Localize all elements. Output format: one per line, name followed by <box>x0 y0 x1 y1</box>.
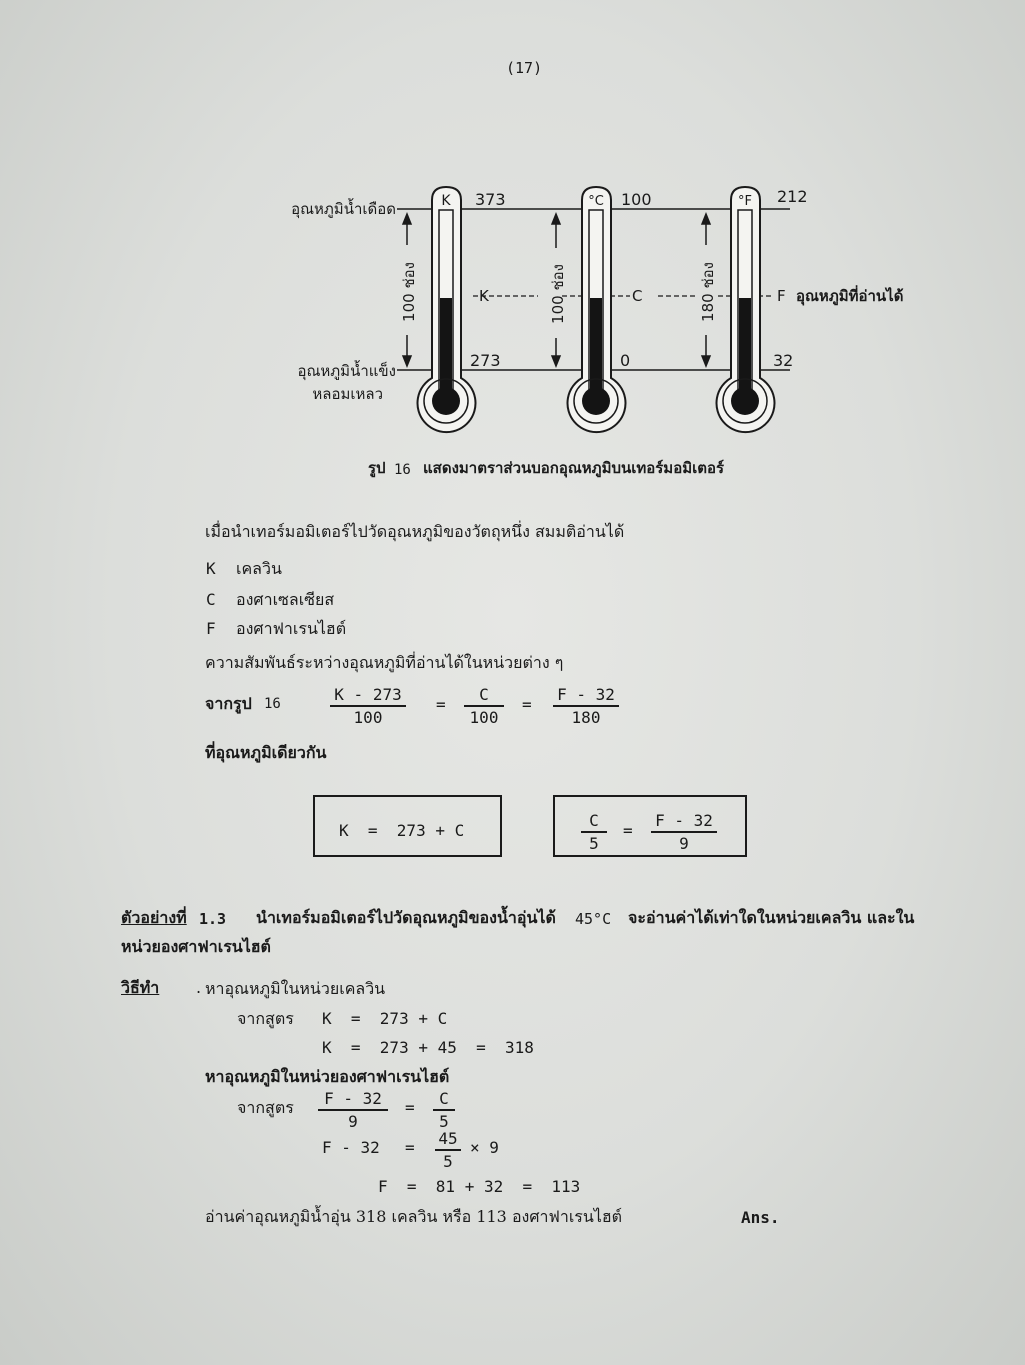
span-label-c: 100 ช่อง <box>549 264 567 324</box>
ratio-fraction-k <box>330 685 406 727</box>
example-label: ตัวอย่างที่ <box>121 908 187 927</box>
thermometer-celsius <box>568 187 626 432</box>
relation-text: ความสัมพันธ์ระหว่างอุณหภูมิที่อ่านได้ในหน่วยต่าง ๆ <box>205 653 564 672</box>
solution-step-2: หาอุณหภูมิในหน่วยองศาฟาเรนไฮต์ <box>205 1067 450 1086</box>
def-text-f: องศาฟาเรนไฮต์ <box>236 619 347 638</box>
kelvin-formula-step: K = 273 + C <box>322 1009 448 1028</box>
thermometer-fahrenheit <box>716 187 774 432</box>
step-fraction-c <box>433 1089 455 1131</box>
figure-caption-number: 16 <box>394 462 411 478</box>
freezing-label-1: อุณหภูมิน้ำแข็ง <box>297 362 396 380</box>
ratio-f-denominator: 180 <box>571 708 601 727</box>
unit-label-k: K <box>441 193 451 209</box>
def-text-c: องศาเซลเซียส <box>236 590 335 609</box>
box-c-denominator: 5 <box>589 834 599 853</box>
thermometer-figure <box>0 0 1025 440</box>
k-reading: K <box>479 287 489 305</box>
ratio-k-denominator: 100 <box>353 708 383 727</box>
example-text-3: หน่วยองศาฟาเรนไฮต์ <box>121 937 271 956</box>
answer-text: อ่านค่าอุณหภูมิน้ำอุ่น 318 เคลวิน หรือ 113 องศาฟาเรนไฮต์ <box>205 1207 623 1226</box>
f-reading: F <box>777 287 786 305</box>
ratio-fraction-f <box>553 685 619 727</box>
box-f-denominator: 9 <box>679 834 689 853</box>
kelvin-formula: K = 273 + C <box>339 821 465 840</box>
def-symbol-c: C <box>206 590 216 609</box>
figure-caption-text: แสดงมาตราส่วนบอกอุณหภูมิบนเทอร์มอมิเตอร์ <box>423 459 725 477</box>
f-bottom-value: 32 <box>773 351 794 370</box>
fahrenheit-result: F = 81 + 32 = 113 <box>378 1177 581 1196</box>
step-equals-2: = <box>405 1138 415 1157</box>
step-equals-1: = <box>405 1098 415 1117</box>
box-c-numerator: C <box>581 811 607 833</box>
box-f-numerator: F - 32 <box>651 811 717 833</box>
step-c-denominator: 5 <box>439 1112 449 1131</box>
step-c-numerator: C <box>433 1089 455 1111</box>
c-bottom-value: 0 <box>620 351 631 370</box>
ratio-c-denominator: 100 <box>469 708 499 727</box>
boiling-label: อุณหภูมิน้ำเดือด <box>291 200 396 218</box>
thermometer-kelvin <box>418 187 476 432</box>
solution-label: วิธีทำ <box>121 978 160 997</box>
intro-text: เมื่อนำเทอร์มอมิเตอร์ไปวัดอุณหภูมิของวัตถุหนึ่ง สมมติอ่านได้ <box>205 522 625 541</box>
step-45-numerator: 45 <box>435 1129 461 1151</box>
box-fraction-c <box>581 811 607 853</box>
example-value: 45°C <box>575 910 612 928</box>
def-text-k: เคลวิน <box>236 559 282 578</box>
page-number: (17) <box>506 59 543 77</box>
f-top-value: 212 <box>777 187 808 206</box>
ratio-k-numerator: K - 273 <box>330 685 406 707</box>
ratio-equals-2: = <box>522 695 532 714</box>
step-f-denominator: 9 <box>348 1112 358 1131</box>
unit-label-f: °F <box>738 194 752 209</box>
example-text-2: จะอ่านค่าได้เท่าใดในหน่วยเคลวิน และใน <box>628 908 915 927</box>
c-top-value: 100 <box>621 190 652 209</box>
ratio-fraction-c <box>464 685 504 727</box>
reading-label: อุณหภูมิที่อ่านได้ <box>796 287 904 305</box>
step-f-numerator: F - 32 <box>318 1089 388 1111</box>
answer-marker: Ans. <box>741 1208 780 1227</box>
box-equals: = <box>623 821 633 840</box>
step-fraction-f <box>318 1089 388 1131</box>
from-figure-label: จากรูป <box>205 694 252 713</box>
span-label-k: 100 ช่อง <box>400 262 418 322</box>
example-text-1: นำเทอร์มอมิเตอร์ไปวัดอุณหภูมิของน้ำอุ่นได้ <box>256 908 556 927</box>
ratio-f-numerator: F - 32 <box>553 685 619 707</box>
def-symbol-k: K <box>206 559 216 578</box>
solution-step-1: หาอุณหภูมิในหน่วยเคลวิน <box>205 979 386 998</box>
def-symbol-f: F <box>206 619 216 638</box>
k-bottom-value: 273 <box>470 351 501 370</box>
box-fraction-f <box>651 811 717 853</box>
step-times-9: × 9 <box>470 1138 499 1157</box>
freezing-label-2: หลอมเหลว <box>312 385 383 403</box>
ratio-equals-1: = <box>436 695 446 714</box>
from-formula-label-2: จากสูตร <box>237 1098 294 1117</box>
kelvin-formula-box <box>313 795 502 857</box>
span-label-f: 180 ช่อง <box>699 262 717 322</box>
unit-label-c: °C <box>588 194 604 209</box>
step-fraction-45-5 <box>435 1129 461 1171</box>
step-f-lhs: F - 32 <box>322 1138 380 1157</box>
same-temperature-text: ที่อุณหภูมิเดียวกัน <box>205 743 327 762</box>
solution-dot: . <box>196 978 202 997</box>
figure-caption-prefix: รูป <box>368 459 386 477</box>
from-formula-label-1: จากสูตร <box>237 1009 294 1028</box>
k-top-value: 373 <box>475 190 506 209</box>
step-5-denominator: 5 <box>443 1152 453 1171</box>
from-figure-number: 16 <box>264 696 281 712</box>
example-number: 1.3 <box>199 910 227 928</box>
fahrenheit-formula-box <box>553 795 747 857</box>
c-reading: C <box>632 287 643 305</box>
kelvin-calculation: K = 273 + 45 = 318 <box>322 1038 534 1057</box>
ratio-c-numerator: C <box>464 685 504 707</box>
